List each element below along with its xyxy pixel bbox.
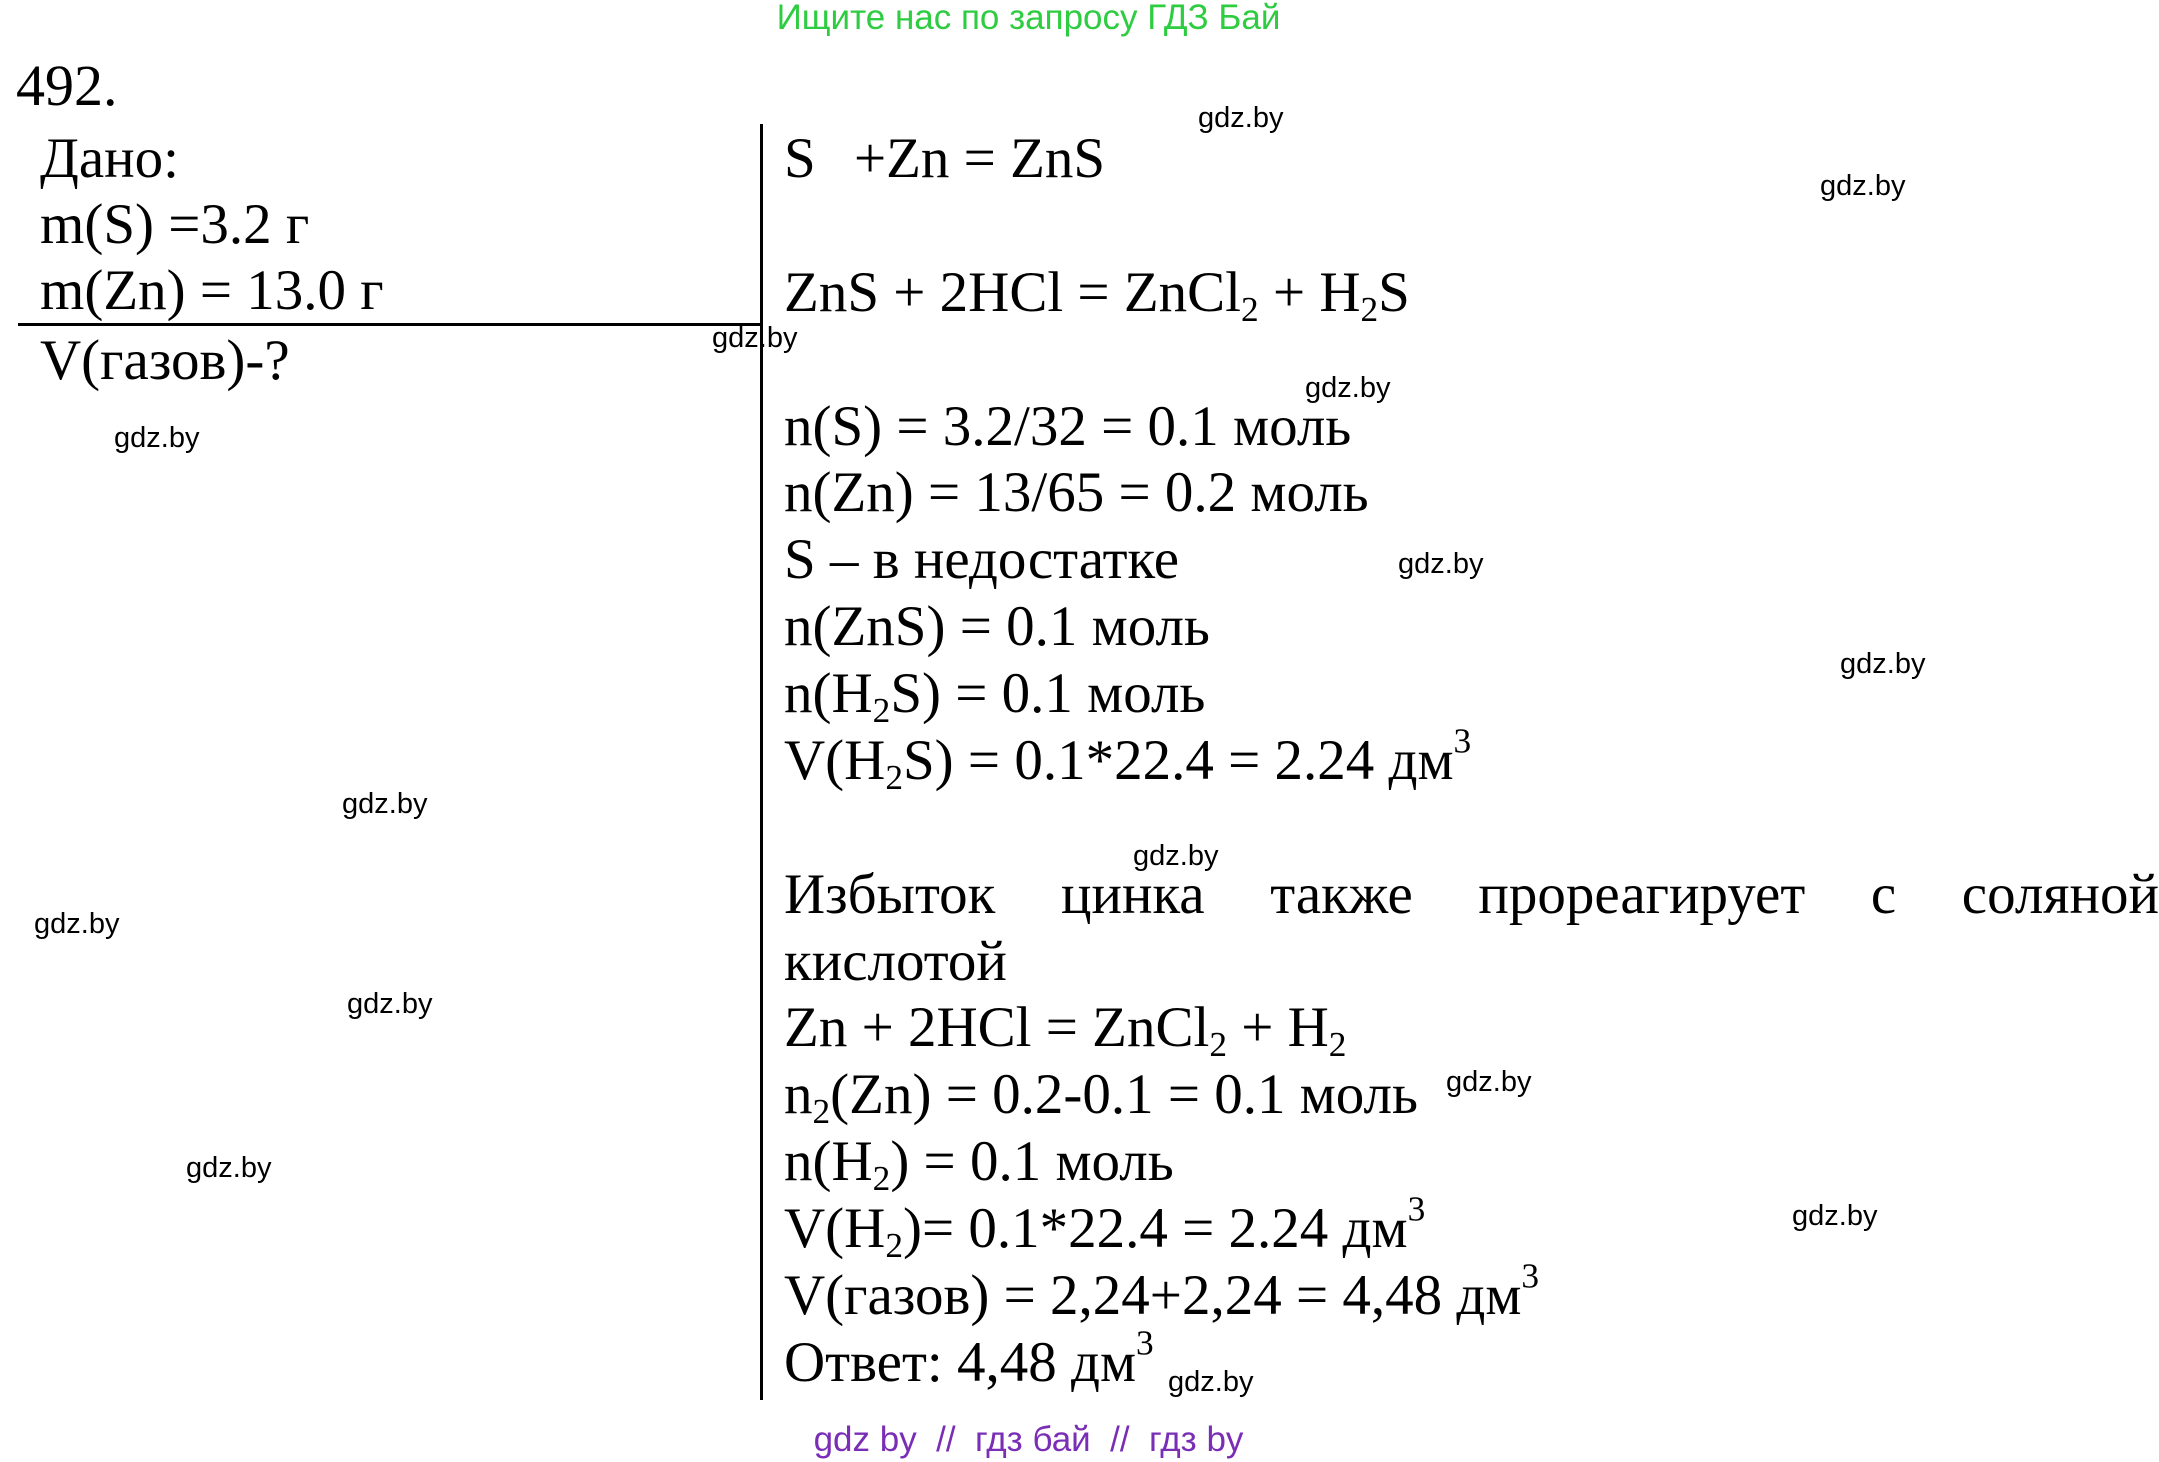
moles-h2-part: ) = 0.1 моль <box>890 1130 1174 1193</box>
reaction-3 <box>784 995 1347 1064</box>
reaction-2-subscript: 2 <box>1241 289 1259 329</box>
watermark: gdz.by <box>1305 372 1391 404</box>
volume-gases-superscript: 3 <box>1521 1256 1540 1296</box>
volume-h2-subscript: 2 <box>885 1225 903 1265</box>
moles-zn-excess <box>784 1062 1418 1131</box>
watermark: gdz.by <box>1446 1066 1532 1098</box>
reaction-3-part: Zn + 2HCl = ZnCl <box>784 996 1210 1059</box>
given-mass-s: m(S) =3.2 г <box>40 193 310 256</box>
reaction-2-part: S <box>1378 261 1410 324</box>
watermark: gdz.by <box>114 422 200 454</box>
moles-zn-excess-part: n <box>784 1063 813 1126</box>
reaction-2 <box>784 260 1410 329</box>
watermark: gdz.by <box>1840 648 1926 680</box>
watermark: gdz.by <box>1820 170 1906 202</box>
moles-h2-part: n(H <box>784 1130 873 1193</box>
excess-word: соляной <box>1961 863 2159 926</box>
watermark: gdz.by <box>1168 1366 1254 1398</box>
watermark: gdz.by <box>342 788 428 820</box>
watermark: gdz.by <box>1198 102 1284 134</box>
given-divider-line <box>18 323 762 326</box>
vertical-divider-line <box>760 124 763 1400</box>
problem-number: 492. <box>16 53 118 118</box>
volume-h2s-part: V(H <box>784 729 886 792</box>
moles-h2 <box>784 1129 1174 1198</box>
reaction-1-s: S <box>784 127 816 190</box>
reaction-1-rest: +Zn = ZnS <box>853 127 1106 190</box>
excess-word: Избыток <box>784 863 996 926</box>
moles-s: n(S) = 3.2/32 = 0.1 моль <box>784 395 1352 458</box>
watermark: gdz.by <box>712 322 798 354</box>
reaction-2-subscript: 2 <box>1360 289 1379 329</box>
watermark: gdz.by <box>1792 1200 1878 1232</box>
footer-links: gdz by // гдз бай // гдз by <box>813 1420 1244 1459</box>
answer-part: Ответ: 4,48 дм <box>784 1331 1137 1394</box>
excess-statement-line-1 <box>784 862 2159 928</box>
moles-zn: n(Zn) = 13/65 = 0.2 моль <box>784 461 1369 524</box>
given-heading: Дано: <box>40 127 180 190</box>
excess-word: также <box>1270 863 1413 926</box>
top-banner: Ищите нас по запросу ГДЗ Бай <box>776 0 1281 37</box>
excess-word: с <box>1870 863 1897 926</box>
watermark: gdz.by <box>347 988 433 1020</box>
excess-word: прореагирует <box>1478 863 1806 926</box>
moles-h2s <box>784 661 1206 730</box>
moles-zn-excess-subscript: 2 <box>812 1091 831 1131</box>
excess-word: цинка <box>1060 863 1205 926</box>
watermark: gdz.by <box>34 908 120 940</box>
volume-h2 <box>784 1189 1426 1265</box>
given-mass-zn: m(Zn) = 13.0 г <box>40 259 384 322</box>
reaction-3-subscript: 2 <box>1328 1024 1347 1064</box>
moles-h2-subscript: 2 <box>872 1158 891 1198</box>
moles-zn-excess-part: (Zn) = 0.2-0.1 = 0.1 моль <box>830 1063 1418 1126</box>
volume-gases-part: V(газов) = 2,24+2,24 = 4,48 дм <box>784 1264 1522 1327</box>
volume-h2-part: )= 0.1*22.4 = 2.24 дм <box>902 1197 1408 1260</box>
answer <box>784 1323 1154 1396</box>
watermark: gdz.by <box>1133 840 1219 872</box>
volume-h2-superscript: 3 <box>1407 1189 1426 1229</box>
volume-gases <box>784 1256 1540 1329</box>
volume-h2s-superscript: 3 <box>1453 721 1472 761</box>
watermark: gdz.by <box>186 1152 272 1184</box>
answer-superscript: 3 <box>1136 1323 1154 1363</box>
reaction-2-part: ZnS + 2HCl = ZnCl <box>784 261 1242 324</box>
volume-h2s-subscript: 2 <box>885 757 903 797</box>
excess-statement-line-2: кислотой <box>784 930 1007 993</box>
reaction-3-part: + H <box>1226 996 1329 1059</box>
moles-h2s-part: S) = 0.1 моль <box>890 662 1206 725</box>
moles-zns: n(ZnS) = 0.1 моль <box>784 595 1210 658</box>
moles-h2s-part: n(H <box>784 662 873 725</box>
reaction-3-subscript: 2 <box>1209 1024 1227 1064</box>
reaction-2-part: + H <box>1258 261 1361 324</box>
volume-h2-part: V(H <box>784 1197 886 1260</box>
given-find: V(газов)-? <box>40 329 290 392</box>
volume-h2s-part: S) = 0.1*22.4 = 2.24 дм <box>902 729 1454 792</box>
moles-h2s-subscript: 2 <box>872 690 891 730</box>
volume-h2s <box>784 721 1472 797</box>
limiting-reagent: S – в недостатке <box>784 528 1180 591</box>
reaction-1 <box>784 126 1105 192</box>
watermark: gdz.by <box>1398 548 1484 580</box>
